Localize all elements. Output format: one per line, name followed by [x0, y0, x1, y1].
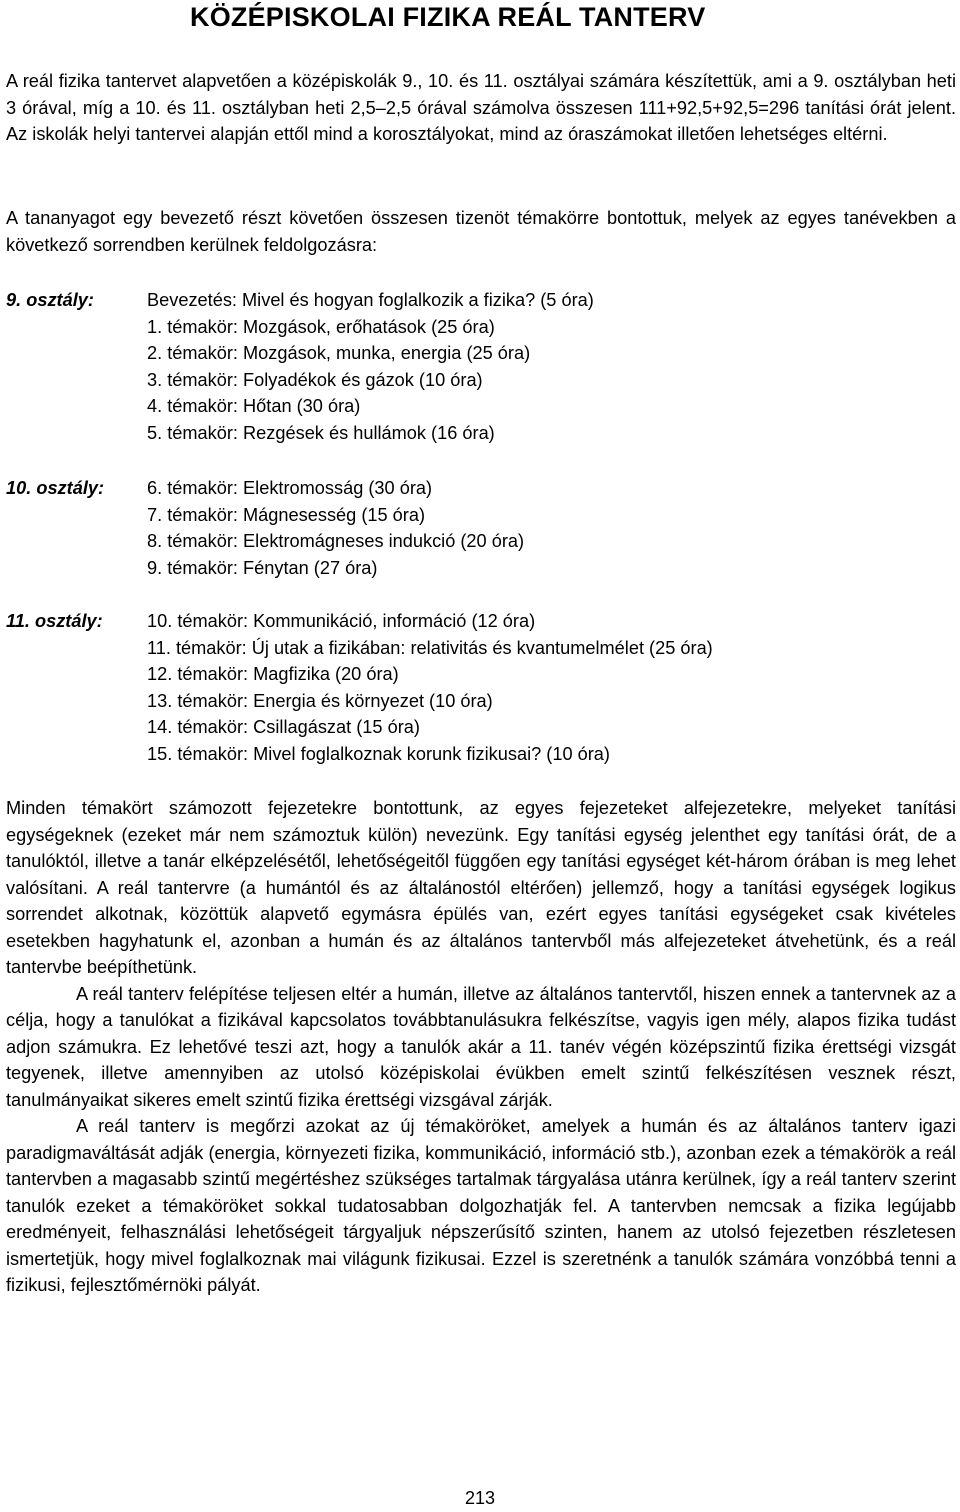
topic-item: 2. témakör: Mozgások, munka, energia (25 óra) — [147, 343, 531, 363]
grade-11-topic-list — [147, 608, 713, 767]
grade-10-topic-list — [147, 475, 524, 581]
grade-9-label: 9. osztály: — [6, 290, 94, 310]
topic-item: 3. témakör: Folyadékok és gázok (10 óra) — [147, 369, 483, 390]
topic-item: Bevezetés: Mivel és hogyan foglalkozik a fizika? (5 óra) — [147, 290, 594, 310]
body-paragraph-3: A reál tanterv is megőrzi azokat az új témaköröket, amelyek a humán és az általános tanterv igazi paradigmaváltását adják (energia, környezeti fizika, kommunikáció, információ stb.), azonban ezek a témakörök a reál tantervben a magasabb szintű megértéshez szükséges tartalmak tárgyalása utánra kerülnek, így a reál tanterv szerint tanulók ezeket a témaköröket sokkal tudatosabban dolgozhatják fel. A tantervben nemcsak a fizika legújabb eredményeit, felhasználási lehetőségeit tárgyaljuk népszerűsítő szinten, hanem az utolsó fejezetben részletesen ismertetjük, hogy mivel foglalkoznak mai világunk fizikusai. Ezzel is szeretnénk a tanulók számára vonzóbbá tenni a fizikusi, fejlesztőmérnöki pályát. — [6, 1116, 956, 1295]
topic-item: 9. témakör: Fénytan (27 óra) — [147, 557, 378, 578]
grade-9-topic-list — [147, 287, 594, 446]
topic-item: 7. témakör: Mágnesesség (15 óra) — [147, 504, 425, 525]
body-paragraph-2: A reál tanterv felépítése teljesen eltér a humán, illetve az általános tantervtől, hiszen ennek a tantervnek az a célja, hogy a tanulókat a fizikával kapcsolatos továbbtanulásukra felkészítse, vagyis igen mély, alapos fizika tudást adjon számukra. Ez lehetővé teszi azt, hogy a tanulók akár a 11. tanév végén középszintű fizika érettségi vizsgát tegyenek, illetve amennyiben az utolsó középiskolai évükben emelt szintű felkészítésen vesznek részt, tanulmányaikat sikeres emelt szintű fizika érettségi vizsgával zárják. — [6, 983, 956, 1110]
intro-paragraph-2: A tananyagot egy bevezető részt követően összesen tizenöt témakörre bontottuk, melyek az egyes tanévekben a következő sorrendben kerülnek feldolgozásra: — [6, 208, 956, 255]
topic-item: 6. témakör: Elektromosság (30 óra) — [147, 478, 433, 498]
grade-11-label: 11. osztály: — [6, 611, 103, 631]
topic-item: 8. témakör: Elektromágneses indukció (20 óra) — [147, 531, 525, 551]
intro-paragraph-1: A reál fizika tantervet alapvetően a középiskolák 9., 10. és 11. osztályai számára készítettük, ami a 9. osztályban heti 3 órával, míg a 10. és 11. osztályban heti 2,5–2,5 órával számolva összesen 111+92,5+92,5=296 tanítási órát jelent. Az iskolák helyi tantervei alapján ettől mind a korosztályokat, mind az óraszámokat illetően lehetséges eltérni. — [6, 71, 956, 144]
grade-10-label: 10. osztály: — [6, 478, 105, 498]
topic-item: 14. témakör: Csillagászat (15 óra) — [147, 717, 420, 737]
topic-item: 5. témakör: Rezgések és hullámok (16 óra) — [147, 422, 495, 443]
topic-item: 10. témakör: Kommunikáció, információ (12 óra) — [147, 611, 536, 631]
body-paragraph-1: Minden témakört számozott fejezetekre bontottunk, az egyes fejezeteket alfejezetekre, melyeket tanítási egységeknek (ezeket már nem számoztuk külön) nevezünk. Egy tanítási egység jelenthet egy tanítási órát, de a tanulóktól, illetve a tanár elképzelésétől, lehetőségeitől függően egy tanítási egységet két-három órában is meg lehet valósítani. A reál tantervre (a humántól és az általánostól eltérően) jellemző, hogy a tanítási egységek logikus sorrendet alkotnak, közöttük alapvető egymásra épülés van, ezért egyes tanítási egységeket csak kivételes esetekben hagyhatunk el, azonban a humán és az általános tantervből más alfejezeteket átvehetünk, és a reál tantervbe beépíthetünk. — [6, 798, 956, 977]
topic-item: 15. témakör: Mivel foglalkoznak korunk fizikusai? (10 óra) — [147, 743, 610, 764]
page-number: 213 — [464, 1488, 496, 1508]
topic-item: 12. témakör: Magfizika (20 óra) — [147, 664, 399, 684]
topic-item: 11. témakör: Új utak a fizikában: relativitás és kvantumelmélet (25 óra) — [147, 637, 713, 658]
topic-item: 1. témakör: Mozgások, erőhatások (25 óra) — [147, 316, 495, 337]
topic-item: 13. témakör: Energia és környezet (10 óra) — [147, 690, 493, 711]
body-text — [6, 795, 956, 1299]
topic-item: 4. témakör: Hőtan (30 óra) — [147, 396, 361, 416]
page-title: KÖZÉPISKOLAI FIZIKA REÁL TANTERV — [190, 2, 706, 32]
